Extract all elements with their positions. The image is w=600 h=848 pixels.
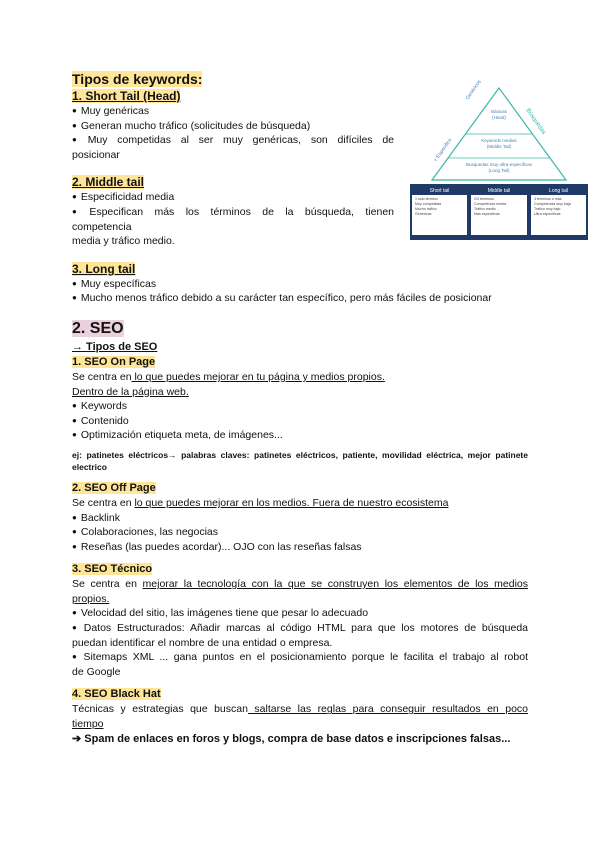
list-item: ● Especificidad media: [72, 190, 528, 205]
onpage-intro-cont: Dentro de la página web.: [72, 385, 189, 398]
list-item: ● Muy competidas al ser muy genéricas, son difíciles de: [72, 133, 394, 148]
axis-specific-label: + Especifico: [432, 137, 454, 164]
pyramid-apex-label: Básicas: [491, 109, 507, 114]
offpage-intro: Se centra en lo que puedes mejorar en los medios. Fuera de nuestro ecosistema: [72, 496, 449, 509]
onpage-example: ej: patinetes eléctricos→ palabras claves: patinetes eléctricos, patiente, movilidad eléctrica, mejor patinete: [72, 449, 528, 460]
pyramid-svg: [410, 80, 588, 184]
pyramid-base-sub: (Long Tail): [488, 168, 510, 173]
offpage-heading: 2. SEO Off Page: [72, 481, 156, 494]
axis-generic-label: Genéricos: [464, 80, 483, 102]
list-item: ● Muy específicas: [72, 277, 528, 292]
keyword-table: [410, 184, 588, 240]
tecnico-intro-cont: propios.: [72, 592, 110, 605]
list-item: ● Reseñas (las puedes acordar)... OJO con las reseñas falsas: [72, 540, 528, 555]
axis-search-label: Búsquedas: [524, 107, 547, 136]
list-item: ● Datos Estructurados: Añadir marcas al código HTML para que los motores de búsqueda: [72, 621, 528, 636]
blackhat-note: ➔ Spam de enlaces en foros y blogs, compra de base datos e inscripciones falsas...: [72, 732, 511, 745]
seo-subtitle: → Tipos de SEO: [72, 340, 158, 353]
long-tail-heading: 3. Long tail: [72, 261, 136, 276]
list-item-cont: posicionar: [72, 148, 120, 161]
list-item: ● Backlink: [72, 511, 528, 526]
table-column: Middle tail 2/3 términos Competencia media Tráfico medio Mas específicas: [469, 187, 529, 237]
list-item: ● Generan mucho tráfico (solicitudes de búsqueda): [72, 119, 528, 134]
pyramid-middle-label: Keywords medias: [481, 138, 517, 143]
page-title: Tipos de keywords:: [72, 71, 203, 87]
list-item: ● Colaboraciones, las negocias: [72, 525, 528, 540]
tecnico-intro: Se centra en mejorar la tecnología con la que se construyen los elementos de los medios: [72, 578, 528, 591]
keyword-pyramid-diagram: [410, 80, 588, 240]
list-item-cont: de Google: [72, 665, 121, 678]
pyramid-apex-sub: (Head): [492, 115, 506, 120]
table-column: Short tail 1 solo término Muy competidas Mucho tráfico Genéricas: [410, 187, 469, 237]
blackhat-heading: 4. SEO Black Hat: [72, 688, 161, 701]
list-item: ● Mucho menos tráfico debido a su carácter tan específico, pero más fáciles de posicionar: [72, 291, 528, 306]
list-item: ● Contenido: [72, 414, 528, 429]
onpage-example-cont: electrico: [72, 461, 107, 472]
seo-title: 2. SEO: [72, 319, 124, 337]
list-item: ● Muy genéricas: [72, 104, 528, 119]
list-item-cont: competencia: [72, 220, 132, 233]
list-item-cont: media y tráfico medio.: [72, 235, 175, 248]
short-tail-heading: 1. Short Tail (Head): [72, 89, 181, 103]
blackhat-intro: Técnicas y estrategias que buscan saltarse las reglas para conseguir resultados en poco: [72, 703, 528, 716]
pyramid-middle-sub: (Middle Tail): [486, 144, 512, 149]
tecnico-heading: 3. SEO Técnico: [72, 563, 153, 576]
list-item: ● Velocidad del sitio, las imágenes tiene que pesar lo adecuado: [72, 606, 528, 621]
table-column: Long tail 4 términos o más Competencia muy baja Tráfico muy bajo Ultra específicas: [529, 187, 588, 237]
blackhat-intro-cont: tiempo: [72, 718, 104, 731]
list-item-cont: puedan identificar el nombre de una entidad o empresa.: [72, 636, 333, 649]
list-item: ● Especifican más los términos de la búsqueda, tienen: [72, 205, 394, 220]
middle-tail-heading: 2. Middle tail: [72, 175, 145, 190]
onpage-intro: Se centra en lo que puedes mejorar en tu página y medios propios.: [72, 370, 385, 383]
list-item: ● Optimización etiqueta meta, de imágenes...: [72, 428, 528, 443]
pyramid-base-label: Busquedas muy ultra-especificas: [465, 162, 533, 167]
list-item: ● Sitemaps XML ... gana puntos en el posicionamiento porque le facilita el trabajo al robot: [72, 650, 528, 665]
onpage-heading: 1. SEO On Page: [72, 355, 156, 368]
list-item: ● Keywords: [72, 399, 528, 414]
